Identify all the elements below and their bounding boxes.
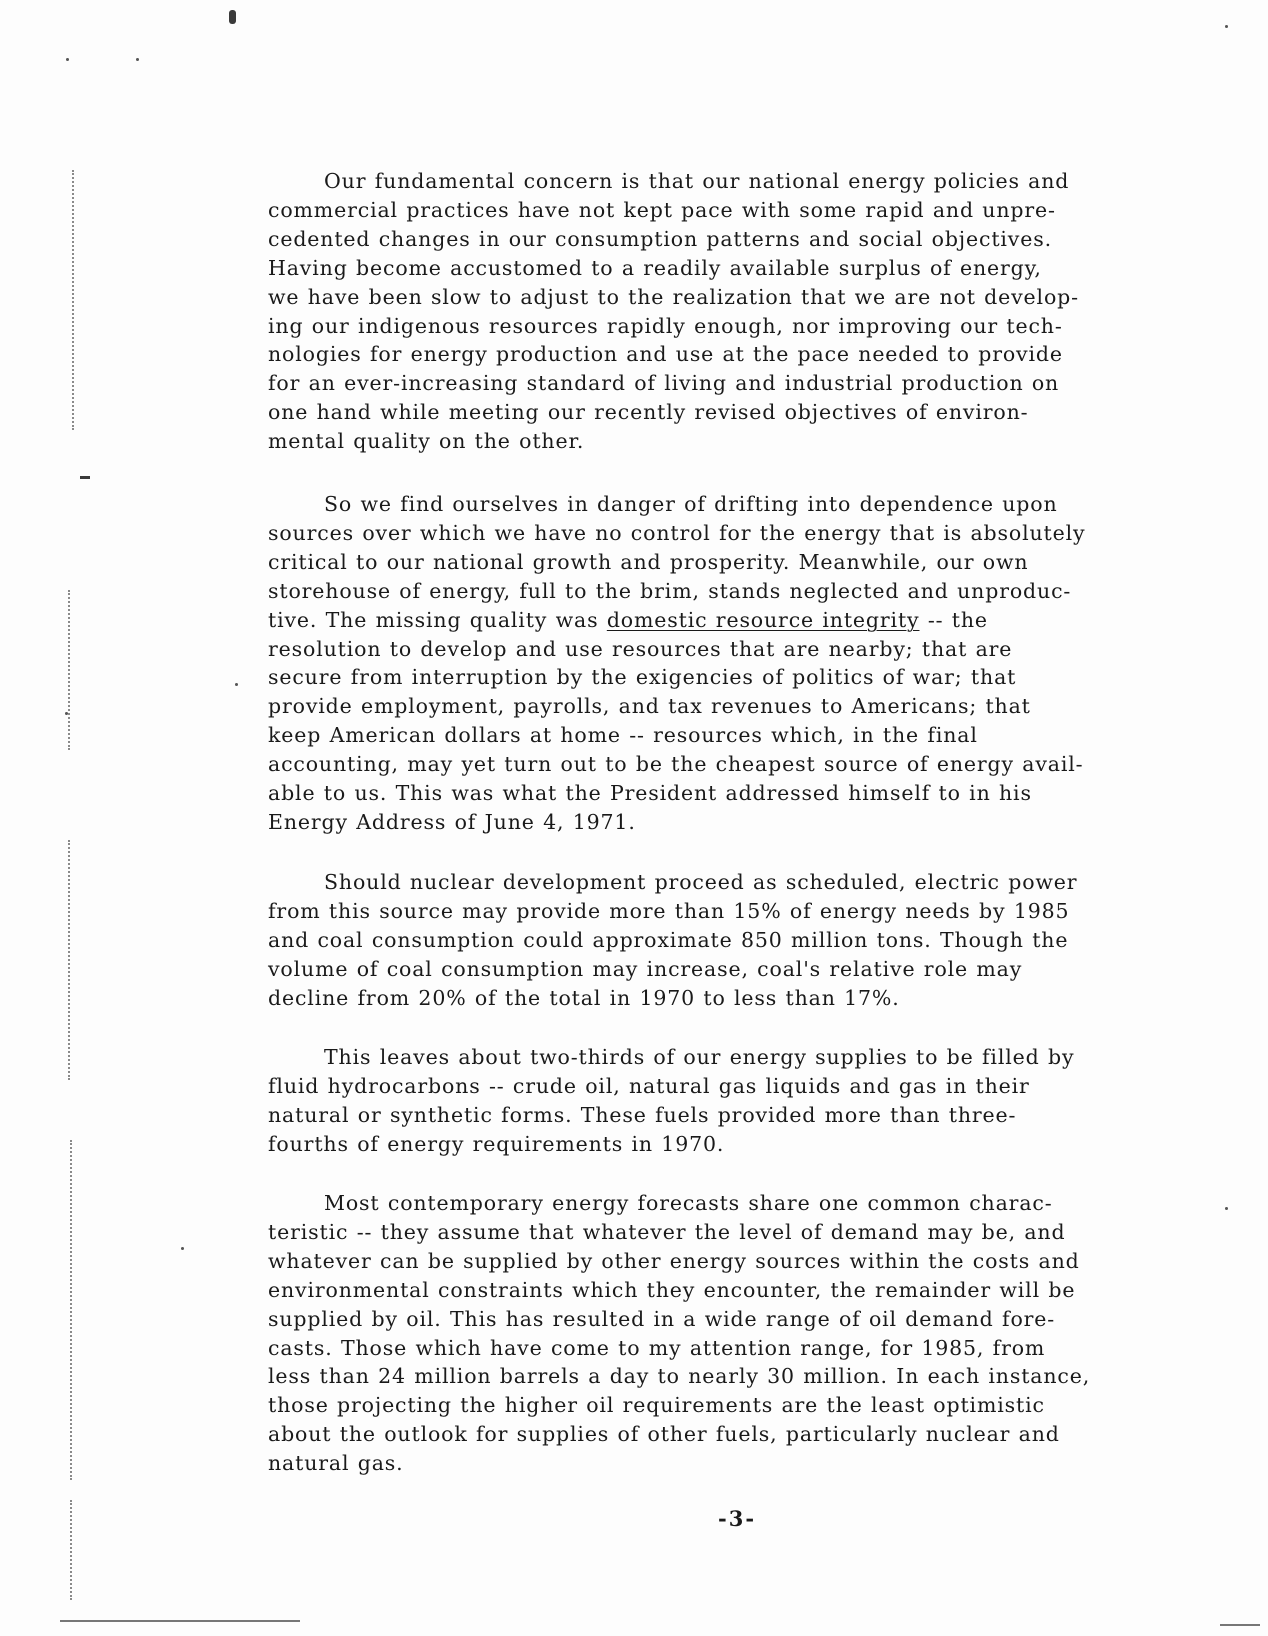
text-line: keep American dollars at home -- resources which, in the final: [268, 723, 978, 748]
text-line: volume of coal consumption may increase, coal's relative role may: [268, 956, 1023, 981]
text-line: ing our indigenous resources rapidly enough, nor improving our tech-: [268, 313, 1063, 338]
text-segment: tive. The missing quality was: [268, 607, 607, 632]
paragraph-nuclear-coal: [268, 868, 1198, 1013]
text-line: nologies for energy production and use at the pace needed to provide: [268, 342, 1063, 367]
text-line: fourths of energy requirements in 1970.: [268, 1131, 725, 1156]
scan-edge-dots: [68, 840, 72, 1080]
text-line: Should nuclear development proceed as scheduled, electric power: [324, 870, 1078, 894]
text-line: Having become accustomed to a readily available surplus of energy,: [268, 255, 1042, 280]
text-line: able to us. This was what the President addressed himself to in his: [268, 781, 1032, 806]
text-line: accounting, may yet turn out to be the cheapest source of energy avail-: [268, 752, 1084, 777]
text-line: natural gas.: [268, 1451, 404, 1476]
scan-mark-left: [80, 476, 90, 479]
text-line: secure from interruption by the exigencies of politics of war; that: [268, 665, 1017, 690]
scan-bottom-edge: [60, 1620, 300, 1622]
text-line: Our fundamental concern is that our national energy policies and: [324, 169, 1070, 193]
text-line: sources over which we have no control for the energy that is absolutely: [268, 520, 1086, 545]
scan-edge-dots: [72, 170, 76, 430]
scan-speck: [66, 58, 69, 61]
scan-edge-dots: [70, 1140, 74, 1480]
text-line: Most contemporary energy forecasts share one common charac-: [324, 1191, 1053, 1215]
text-line: one hand while meeting our recently revised objectives of environ-: [268, 400, 1029, 425]
scan-speck: [1225, 1207, 1228, 1210]
text-line: storehouse of energy, full to the brim, stands neglected and unproduc-: [268, 578, 1072, 603]
paragraph-resource-dependence: [268, 490, 1198, 837]
text-line: provide employment, payrolls, and tax revenues to Americans; that: [268, 694, 1031, 719]
text-segment: -- the: [919, 607, 988, 632]
text-line: less than 24 million barrels a day to nearly 30 million. In each instance,: [268, 1364, 1091, 1389]
scan-mark-top-left: [229, 10, 236, 24]
scan-speck: [235, 683, 238, 686]
text-line: we have been slow to adjust to the realization that we are not develop-: [268, 284, 1079, 309]
text-line: those projecting the higher oil requirements are the least optimistic: [268, 1393, 1045, 1418]
text-line: critical to our national growth and prosperity. Meanwhile, our own: [268, 549, 1029, 574]
text-line: environmental constraints which they encounter, the remainder will be: [268, 1277, 1076, 1302]
text-line: casts. Those which have come to my attention range, for 1985, from: [268, 1335, 1046, 1360]
paragraph-energy-policy-concern: [268, 167, 1198, 456]
text-line: whatever can be supplied by other energy sources within the costs and: [268, 1248, 1080, 1273]
text-line-with-emphasis: [268, 606, 1198, 635]
paragraph-fluid-hydrocarbons: [268, 1043, 1198, 1159]
text-line: decline from 20% of the total in 1970 to less than 17%.: [268, 985, 900, 1010]
text-line: supplied by oil. This has resulted in a wide range of oil demand fore-: [268, 1306, 1056, 1331]
scan-edge-dots: [68, 590, 72, 750]
scan-edge-dots: [70, 1500, 74, 1600]
scan-bottom-edge: [1220, 1624, 1260, 1626]
text-line: This leaves about two-thirds of our energy supplies to be filled by: [324, 1045, 1075, 1069]
page-number: -3-: [718, 1506, 757, 1531]
underlined-phrase: domestic resource integrity: [606, 607, 920, 632]
scan-speck: [181, 1247, 184, 1250]
text-line: for an ever-increasing standard of living and industrial production on: [268, 371, 1060, 396]
text-line: resolution to develop and use resources that are nearby; that are: [268, 636, 1013, 661]
text-line: mental quality on the other.: [268, 429, 585, 454]
text-line: and coal consumption could approximate 850 million tons. Though the: [268, 927, 1069, 952]
text-line: Energy Address of June 4, 1971.: [268, 809, 636, 834]
text-line: about the outlook for supplies of other fuels, particularly nuclear and: [268, 1422, 1060, 1447]
text-line: teristic -- they assume that whatever the level of demand may be, and: [268, 1219, 1066, 1244]
text-line: commercial practices have not kept pace with some rapid and unpre-: [268, 197, 1056, 222]
text-line: natural or synthetic forms. These fuels provided more than three-: [268, 1102, 1017, 1127]
text-line: fluid hydrocarbons -- crude oil, natural gas liquids and gas in their: [268, 1073, 1030, 1098]
scan-speck: [1225, 25, 1228, 28]
text-line: So we find ourselves in danger of drifting into dependence upon: [324, 492, 1058, 516]
text-line: cedented changes in our consumption patterns and social objectives.: [268, 226, 1052, 251]
paragraph-oil-demand-forecasts: [268, 1189, 1198, 1478]
scan-speck: [136, 58, 139, 61]
text-line: from this source may provide more than 15% of energy needs by 1985: [268, 898, 1070, 923]
